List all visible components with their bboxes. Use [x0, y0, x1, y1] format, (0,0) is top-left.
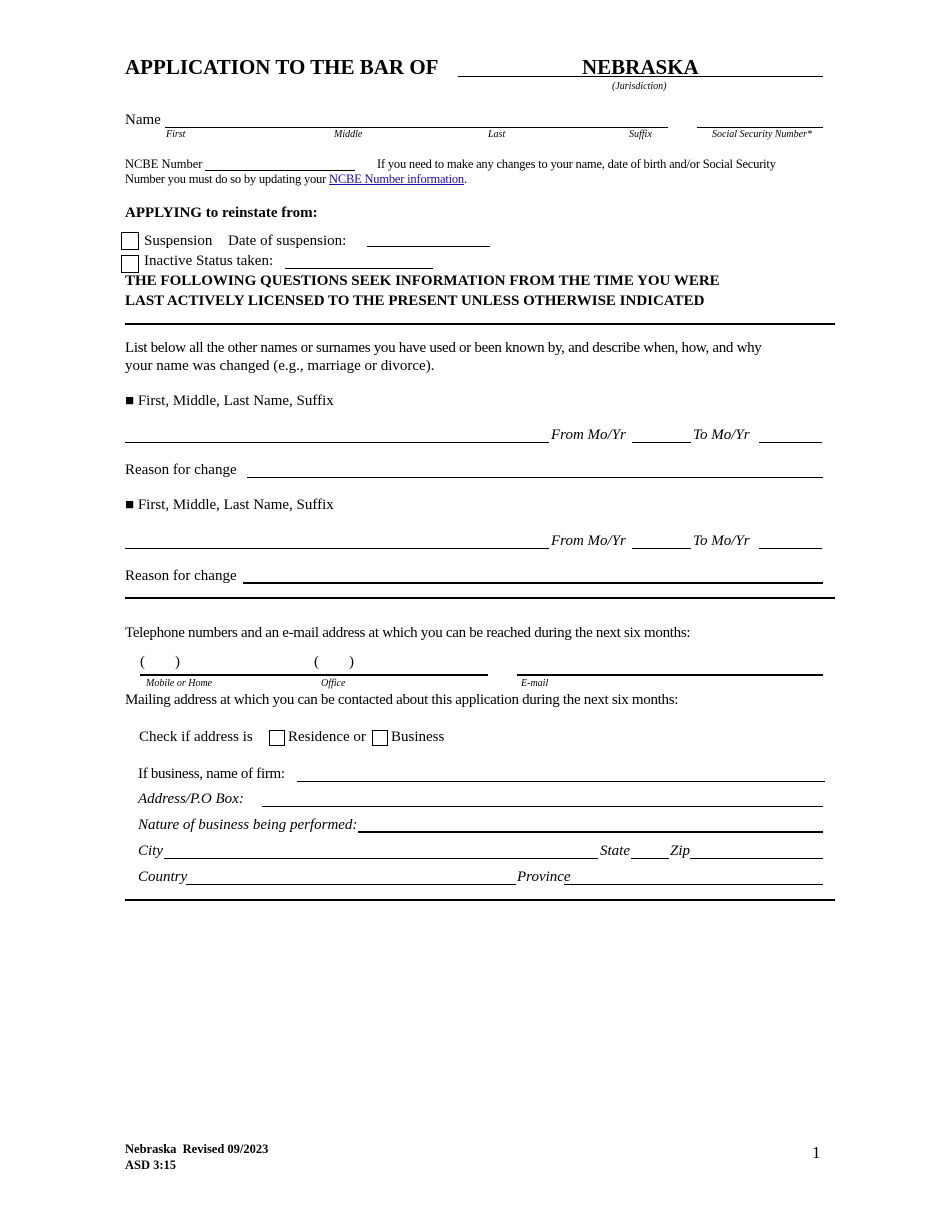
- province-label: Province: [517, 869, 571, 885]
- date-of-suspension-input[interactable]: [367, 228, 490, 247]
- name-entry-2-label: [125, 497, 334, 514]
- ncbe-number-info-link[interactable]: NCBE Number information: [329, 172, 464, 186]
- mobile-phone-paren: ( ): [140, 654, 180, 670]
- country-input[interactable]: [186, 866, 516, 885]
- inactive-status-label: Inactive Status taken:: [144, 253, 274, 269]
- mobile-caption: Mobile or Home: [146, 678, 213, 689]
- bullet-icon: ■: [125, 497, 135, 513]
- name-input[interactable]: [165, 109, 668, 128]
- suspension-checkbox[interactable]: [121, 232, 139, 250]
- section-divider-1: [125, 323, 835, 325]
- name-entry-1-input[interactable]: [125, 424, 549, 443]
- questions-heading-line2: LAST ACTIVELY LICENSED TO THE PRESENT UNLESS OTHERWISE INDICATED: [125, 293, 705, 309]
- zip-input[interactable]: [690, 840, 823, 859]
- jurisdiction-value[interactable]: NEBRASKA: [582, 55, 699, 79]
- section-divider-2: [125, 597, 835, 599]
- name-entry-1-from-input[interactable]: [632, 424, 691, 443]
- city-label: City: [138, 843, 163, 859]
- name-entry-2-to-label: To Mo/Yr: [693, 533, 750, 549]
- business-label: Business: [391, 729, 445, 745]
- bullet-icon: ■: [125, 393, 135, 409]
- name-entry-2-reason-label: Reason for change: [125, 568, 237, 584]
- check-address-label: Check if address is: [139, 729, 253, 745]
- suspension-label: Suspension: [144, 233, 213, 249]
- email-input[interactable]: [517, 656, 823, 676]
- name-entry-1-reason-input[interactable]: [247, 459, 823, 478]
- footer-asd: ASD 3:15: [125, 1158, 177, 1172]
- ncbe-label: NCBE Number: [125, 157, 203, 171]
- mailing-intro: Mailing address at which you can be contacted about this application during the next six months:: [125, 692, 679, 708]
- city-input[interactable]: [164, 840, 598, 859]
- date-of-suspension-label: Date of suspension:: [228, 233, 347, 249]
- nature-of-business-input[interactable]: [358, 813, 823, 833]
- section-divider-3: [125, 899, 835, 901]
- province-input[interactable]: [564, 866, 823, 885]
- nature-of-business-label: Nature of business being performed:: [138, 817, 358, 833]
- name-entry-2-input[interactable]: [125, 530, 549, 549]
- business-checkbox[interactable]: [372, 730, 388, 746]
- phone-input[interactable]: [140, 656, 488, 676]
- name-entry-2-to-input[interactable]: [759, 530, 822, 549]
- inactive-status-input[interactable]: [285, 250, 433, 269]
- reinstate-heading: APPLYING to reinstate from:: [125, 205, 318, 221]
- zip-label: Zip: [670, 843, 691, 859]
- page-number: 1: [812, 1143, 821, 1162]
- name-entry-1-label: [125, 393, 334, 410]
- address-label: Address/P.O Box:: [138, 791, 244, 807]
- email-caption: E-mail: [521, 678, 549, 689]
- name-entry-2-from-input[interactable]: [632, 530, 691, 549]
- name-entry-2-from-label: From Mo/Yr: [551, 533, 626, 549]
- firm-name-label: If business, name of firm:: [138, 766, 285, 782]
- ncbe-notice-prefix: Number you must do so by updating your: [125, 172, 327, 186]
- name-entry-1-reason-label: Reason for change: [125, 462, 237, 478]
- form-title: APPLICATION TO THE BAR OF: [125, 55, 439, 79]
- first-caption: First: [166, 129, 186, 140]
- name-label: Name: [125, 112, 161, 128]
- name-entry-label: First, Middle, Last Name, Suffix: [137, 393, 334, 409]
- address-input[interactable]: [262, 788, 823, 807]
- middle-caption: Middle: [334, 129, 363, 140]
- ncbe-notice-line2: [125, 172, 467, 187]
- inactive-status-checkbox[interactable]: [121, 255, 139, 273]
- residence-label: Residence or: [288, 729, 366, 745]
- name-entry-1-to-input[interactable]: [759, 424, 822, 443]
- country-label: Country: [138, 869, 188, 885]
- office-caption: Office: [321, 678, 346, 689]
- names-intro-line2: your name was changed (e.g., marriage or divorce).: [125, 358, 435, 374]
- name-entry-label: First, Middle, Last Name, Suffix: [137, 497, 334, 513]
- names-intro-line1: List below all the other names or surnames you have used or been known by, and describe when, how, and why: [125, 340, 762, 356]
- state-label: State: [600, 843, 630, 859]
- last-caption: Last: [488, 129, 506, 140]
- ncbe-number-input[interactable]: [205, 152, 355, 171]
- name-entry-2-reason-input[interactable]: [243, 564, 823, 584]
- ssn-input[interactable]: [697, 109, 823, 128]
- office-phone-paren: ( ): [314, 654, 354, 670]
- footer-revised: Nebraska Revised 09/2023: [125, 1142, 269, 1156]
- phone-intro: Telephone numbers and an e-mail address at which you can be reached during the next six months:: [125, 625, 691, 641]
- name-entry-1-from-label: From Mo/Yr: [551, 427, 626, 443]
- name-entry-1-to-label: To Mo/Yr: [693, 427, 750, 443]
- questions-heading-line1: THE FOLLOWING QUESTIONS SEEK INFORMATION FROM THE TIME YOU WERE: [125, 273, 720, 289]
- ncbe-notice-line1: If you need to make any changes to your name, date of birth and/or Social Security: [377, 157, 776, 171]
- ssn-caption: Social Security Number*: [712, 129, 812, 140]
- suffix-caption: Suffix: [629, 129, 652, 140]
- state-input[interactable]: [631, 840, 669, 859]
- ncbe-notice-suffix: .: [463, 172, 467, 186]
- firm-name-input[interactable]: [297, 763, 825, 782]
- jurisdiction-caption: (Jurisdiction): [612, 81, 667, 92]
- residence-checkbox[interactable]: [269, 730, 285, 746]
